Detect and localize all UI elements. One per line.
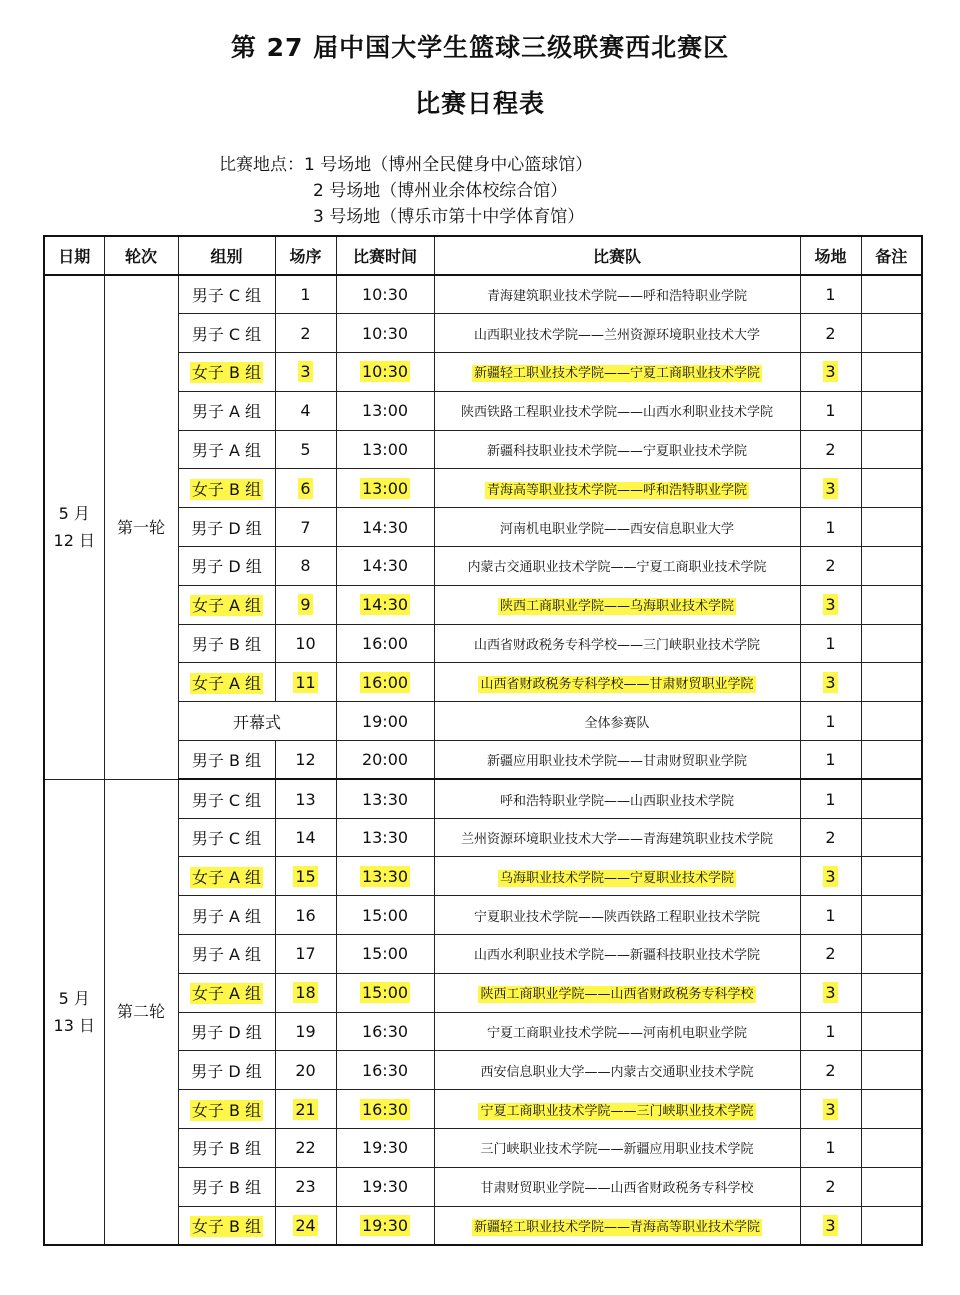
teams-cell-text: 宁夏工商职业技术学院——三门峡职业技术学院 (480, 1103, 754, 1119)
match-no-cell: 10 (275, 624, 336, 663)
time-cell: 15:00 (336, 935, 434, 974)
venue-cell: 1 (800, 275, 861, 314)
group-cell: 男子 D 组 (178, 1051, 275, 1090)
group-cell-text: 女子 A 组 (191, 596, 262, 616)
table-header-row (44, 236, 922, 275)
teams-cell: 兰州资源环境职业技术大学——青海建筑职业技术学院 (434, 818, 800, 857)
venue-cell: 1 (800, 624, 861, 663)
notes-cell (861, 1051, 922, 1090)
time-cell-text: 13:30 (361, 866, 409, 886)
teams-cell: 山西省财政税务专科学校——三门峡职业技术学院 (434, 624, 800, 663)
teams-cell-text: 陕西工商职业学院——乌海职业技术学院 (499, 599, 734, 615)
venue-cell (800, 857, 861, 896)
group-cell: 男子 A 组 (178, 896, 275, 935)
header-time: 比赛时间 (336, 236, 434, 275)
venue-line-1 (219, 152, 592, 178)
venue-line-2 (219, 178, 592, 204)
teams-cell: 呼和浩特职业学院——山西职业技术学院 (434, 779, 800, 818)
venue-cell: 1 (800, 1129, 861, 1168)
teams-cell (434, 973, 800, 1012)
notes-cell (861, 1090, 922, 1129)
venue-cell (800, 1090, 861, 1129)
teams-cell-text: 新疆轻工职业技术学院——宁夏工商职业技术学院 (473, 366, 760, 382)
venue-cell: 2 (800, 314, 861, 353)
group-cell: 男子 B 组 (178, 741, 275, 780)
venue-line-3 (219, 204, 592, 230)
header-round: 轮次 (104, 236, 178, 275)
notes-cell (861, 430, 922, 469)
notes-cell (861, 973, 922, 1012)
time-cell: 13:30 (336, 818, 434, 857)
teams-cell (434, 353, 800, 392)
match-no-cell (275, 1206, 336, 1245)
match-no-cell (275, 857, 336, 896)
venue-cell: 2 (800, 547, 861, 586)
match-no-cell: 8 (275, 547, 336, 586)
match-no-cell (275, 353, 336, 392)
group-cell: 男子 A 组 (178, 391, 275, 430)
notes-cell (861, 469, 922, 508)
time-cell-text: 16:30 (361, 1099, 409, 1119)
time-cell-text: 10:30 (361, 362, 409, 382)
teams-cell-text: 新疆轻工职业技术学院——青海高等职业技术学院 (473, 1219, 760, 1235)
group-cell-text: 女子 A 组 (191, 867, 262, 887)
time-cell-text: 16:00 (361, 672, 409, 692)
notes-cell (861, 935, 922, 974)
venue-cell-text: 3 (825, 866, 836, 886)
document-subtitle: 比赛日程表 (414, 89, 545, 118)
venue-2: 2 号场地（博州业余体校综合馆） (313, 181, 568, 201)
notes-cell (861, 624, 922, 663)
time-cell-text: 13:00 (361, 478, 409, 498)
time-cell (336, 1090, 434, 1129)
notes-cell (861, 585, 922, 624)
time-cell: 14:30 (336, 547, 434, 586)
group-cell: 男子 D 组 (178, 547, 275, 586)
venue-cell (800, 663, 861, 702)
round-cell: 第一轮 (104, 275, 178, 779)
match-no-cell-text: 15 (295, 866, 316, 886)
teams-cell: 山西水利职业技术学院——新疆科技职业技术学院 (434, 935, 800, 974)
notes-cell (861, 741, 922, 780)
date-month: 5 月 (58, 504, 90, 524)
match-no-cell: 14 (275, 818, 336, 857)
table-row (44, 779, 922, 818)
time-cell (336, 585, 434, 624)
teams-cell-text: 陕西工商职业学院——山西省财政税务专科学校 (480, 987, 754, 1003)
date-day: 13 日 (53, 1015, 95, 1035)
venue-cell: 1 (800, 508, 861, 547)
match-no-cell: 1 (275, 275, 336, 314)
teams-cell (434, 663, 800, 702)
group-cell: 男子 A 组 (178, 430, 275, 469)
group-cell: 男子 C 组 (178, 818, 275, 857)
venue-cell-text: 3 (825, 1215, 836, 1235)
match-no-cell (275, 585, 336, 624)
teams-cell (434, 469, 800, 508)
time-cell: 15:00 (336, 896, 434, 935)
notes-cell (861, 818, 922, 857)
venue-cell-text: 3 (825, 595, 836, 615)
venue-cell-text: 3 (825, 1099, 836, 1119)
group-cell (178, 1206, 275, 1245)
notes-cell (861, 1206, 922, 1245)
match-no-cell: 23 (275, 1167, 336, 1206)
venue-cell-text: 3 (825, 362, 836, 382)
group-cell: 男子 C 组 (178, 779, 275, 818)
venue-list (219, 152, 592, 230)
group-cell-text: 女子 B 组 (191, 1216, 262, 1236)
teams-cell: 内蒙古交通职业技术学院——宁夏工商职业技术学院 (434, 547, 800, 586)
match-no-cell: 19 (275, 1012, 336, 1051)
group-cell (178, 663, 275, 702)
teams-cell: 西安信息职业大学——内蒙古交通职业技术学院 (434, 1051, 800, 1090)
venue-cell: 1 (800, 391, 861, 430)
time-cell: 13:00 (336, 391, 434, 430)
notes-cell (861, 547, 922, 586)
venue-label: 比赛地点： (219, 155, 304, 175)
match-no-cell: 16 (275, 896, 336, 935)
time-cell-text: 15:00 (361, 983, 409, 1003)
venue-cell (800, 1206, 861, 1245)
time-cell: 14:30 (336, 508, 434, 547)
group-cell: 男子 A 组 (178, 935, 275, 974)
time-cell (336, 857, 434, 896)
date-cell (44, 779, 104, 1245)
header-notes: 备注 (861, 236, 922, 275)
teams-cell (434, 585, 800, 624)
schedule-table (43, 235, 923, 1246)
notes-cell (861, 896, 922, 935)
group-cell: 男子 C 组 (178, 275, 275, 314)
venue-cell: 2 (800, 818, 861, 857)
time-cell: 16:00 (336, 624, 434, 663)
schedule-body (44, 275, 922, 1245)
group-cell: 男子 B 组 (178, 1167, 275, 1206)
match-no-cell-text: 9 (300, 595, 311, 615)
group-cell: 男子 D 组 (178, 1012, 275, 1051)
match-no-cell-text: 11 (295, 672, 316, 692)
notes-cell (861, 702, 922, 741)
match-no-cell: 12 (275, 741, 336, 780)
venue-cell: 1 (800, 779, 861, 818)
venue-cell (800, 973, 861, 1012)
time-cell: 19:30 (336, 1167, 434, 1206)
match-no-cell-text: 18 (295, 983, 316, 1003)
notes-cell (861, 779, 922, 818)
group-cell: 男子 D 组 (178, 508, 275, 547)
time-cell (336, 1206, 434, 1245)
match-no-cell-text: 24 (295, 1215, 316, 1235)
match-no-cell-text: 3 (300, 362, 311, 382)
time-cell: 10:30 (336, 314, 434, 353)
group-cell-text: 女子 A 组 (191, 673, 262, 693)
venue-cell-text: 3 (825, 478, 836, 498)
teams-cell: 全体参赛队 (434, 702, 800, 741)
venue-3: 3 号场地（博乐市第十中学体育馆） (313, 207, 585, 227)
match-no-cell: 4 (275, 391, 336, 430)
time-cell (336, 353, 434, 392)
match-no-cell (275, 469, 336, 508)
venue-cell: 2 (800, 1051, 861, 1090)
venue-1: 1 号场地（博州全民健身中心篮球馆） (304, 155, 593, 175)
time-cell: 10:30 (336, 275, 434, 314)
notes-cell (861, 391, 922, 430)
group-cell-text: 女子 A 组 (191, 984, 262, 1004)
match-no-cell-text: 21 (295, 1099, 316, 1119)
venue-cell-text: 3 (825, 672, 836, 692)
header-date: 日期 (44, 236, 104, 275)
notes-cell (861, 353, 922, 392)
teams-cell: 宁夏工商职业技术学院——河南机电职业学院 (434, 1012, 800, 1051)
venue-cell: 2 (800, 935, 861, 974)
notes-cell (861, 275, 922, 314)
time-cell: 13:00 (336, 430, 434, 469)
venue-cell (800, 585, 861, 624)
round-cell: 第二轮 (104, 779, 178, 1245)
header-venue: 场地 (800, 236, 861, 275)
teams-cell: 三门峡职业技术学院——新疆应用职业技术学院 (434, 1129, 800, 1168)
match-no-cell (275, 973, 336, 1012)
header-teams: 比赛队 (434, 236, 800, 275)
time-cell (336, 973, 434, 1012)
venue-cell (800, 469, 861, 508)
teams-cell: 山西职业技术学院——兰州资源环境职业技术大学 (434, 314, 800, 353)
group-cell (178, 469, 275, 508)
teams-cell (434, 1090, 800, 1129)
date-month: 5 月 (58, 988, 90, 1008)
match-no-cell-text: 6 (300, 478, 311, 498)
group-cell-text: 女子 B 组 (191, 1100, 262, 1120)
match-no-cell: 7 (275, 508, 336, 547)
notes-cell (861, 1012, 922, 1051)
match-no-cell: 2 (275, 314, 336, 353)
match-no-cell (275, 663, 336, 702)
match-no-cell: 17 (275, 935, 336, 974)
teams-cell: 新疆应用职业技术学院——甘肃财贸职业学院 (434, 741, 800, 780)
group-cell (178, 353, 275, 392)
teams-cell-text: 山西省财政税务专科学校——甘肃财贸职业学院 (480, 676, 754, 692)
venue-cell (800, 353, 861, 392)
date-day: 12 日 (53, 531, 95, 551)
document-title: 第 27 届中国大学生篮球三级联赛西北赛区 (230, 33, 730, 62)
group-cell-text: 女子 B 组 (191, 479, 262, 499)
group-cell: 男子 B 组 (178, 1129, 275, 1168)
match-no-cell (275, 1090, 336, 1129)
notes-cell (861, 663, 922, 702)
notes-cell (861, 314, 922, 353)
venue-cell: 1 (800, 741, 861, 780)
group-cell-text: 女子 B 组 (191, 363, 262, 383)
date-cell (44, 275, 104, 779)
teams-cell: 陕西铁路工程职业技术学院——山西水利职业技术学院 (434, 391, 800, 430)
notes-cell (861, 857, 922, 896)
teams-cell: 新疆科技职业技术学院——宁夏职业技术学院 (434, 430, 800, 469)
teams-cell: 青海建筑职业技术学院——呼和浩特职业学院 (434, 275, 800, 314)
teams-cell (434, 1206, 800, 1245)
teams-cell: 宁夏职业技术学院——陕西铁路工程职业技术学院 (434, 896, 800, 935)
match-no-cell: 5 (275, 430, 336, 469)
notes-cell (861, 1129, 922, 1168)
venue-cell: 1 (800, 1012, 861, 1051)
header-group: 组别 (178, 236, 275, 275)
time-cell: 19:30 (336, 1129, 434, 1168)
group-cell: 男子 B 组 (178, 624, 275, 663)
teams-cell-text: 乌海职业技术学院——宁夏职业技术学院 (499, 870, 734, 886)
time-cell (336, 469, 434, 508)
time-cell: 13:30 (336, 779, 434, 818)
group-cell (178, 857, 275, 896)
match-no-cell: 13 (275, 779, 336, 818)
group-cell (178, 585, 275, 624)
time-cell: 19:00 (336, 702, 434, 741)
match-no-cell: 20 (275, 1051, 336, 1090)
time-cell: 16:30 (336, 1051, 434, 1090)
match-no-cell: 22 (275, 1129, 336, 1168)
time-cell: 20:00 (336, 741, 434, 780)
group-cell (178, 973, 275, 1012)
header-match-no: 场序 (275, 236, 336, 275)
venue-cell: 2 (800, 1167, 861, 1206)
venue-cell-text: 3 (825, 983, 836, 1003)
teams-cell-text: 青海高等职业技术学院——呼和浩特职业学院 (486, 482, 747, 498)
time-cell: 16:30 (336, 1012, 434, 1051)
table-row (44, 275, 922, 314)
venue-cell: 1 (800, 702, 861, 741)
ceremony-cell: 开幕式 (178, 702, 336, 741)
group-cell (178, 1090, 275, 1129)
group-cell: 男子 C 组 (178, 314, 275, 353)
notes-cell (861, 1167, 922, 1206)
notes-cell (861, 508, 922, 547)
time-cell-text: 19:30 (361, 1215, 409, 1235)
teams-cell: 甘肃财贸职业学院——山西省财政税务专科学校 (434, 1167, 800, 1206)
teams-cell (434, 857, 800, 896)
time-cell-text: 14:30 (361, 595, 409, 615)
time-cell (336, 663, 434, 702)
venue-cell: 2 (800, 430, 861, 469)
teams-cell: 河南机电职业学院——西安信息职业大学 (434, 508, 800, 547)
venue-cell: 1 (800, 896, 861, 935)
